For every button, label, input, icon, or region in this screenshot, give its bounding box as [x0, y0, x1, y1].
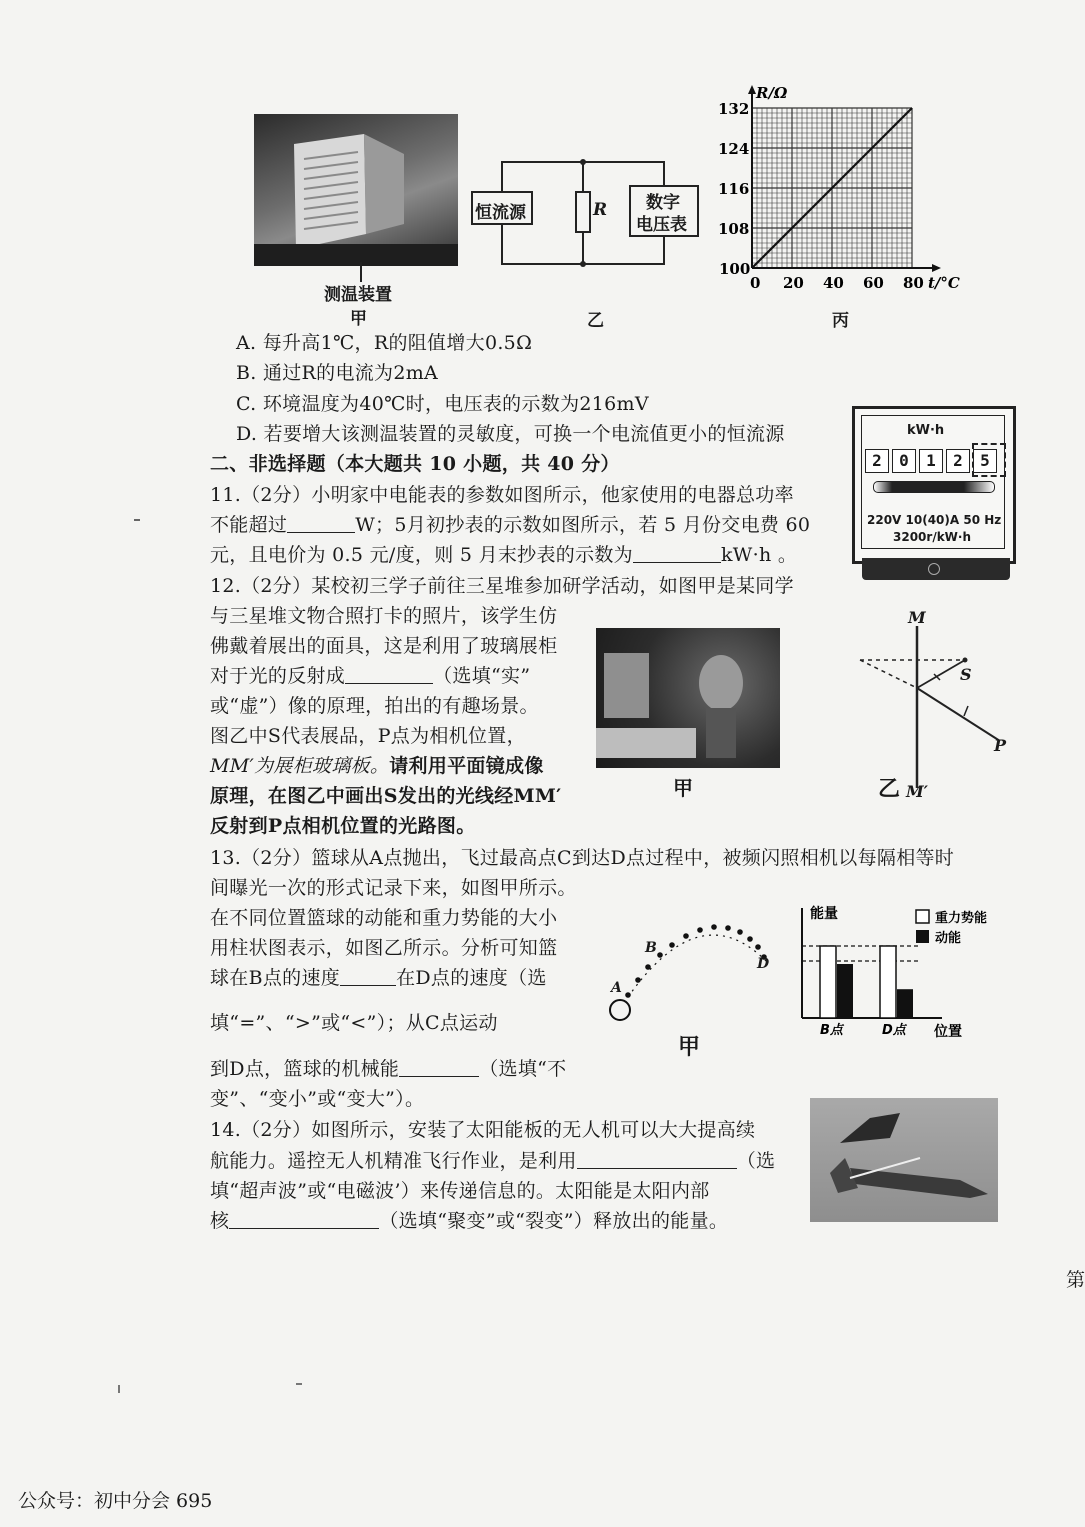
mirror-diagram: [850, 608, 1010, 803]
label-p: P: [994, 736, 1007, 755]
bar-x-label: 位置: [934, 1024, 962, 1040]
legend-ke-label: 动能: [935, 931, 962, 946]
bar-cat-b: B点: [820, 1023, 843, 1038]
meter-digit: 0: [892, 449, 916, 473]
q13-fig-jia: 甲: [678, 1034, 701, 1060]
voltmeter-label-1: 数字: [646, 193, 680, 213]
q12-fig-jia: 甲: [673, 776, 693, 800]
x-axis-label: t/°C: [928, 274, 960, 292]
q13-line8: 变”、“变小”或“变大”）。: [210, 1088, 425, 1110]
q14-line2b: （选: [736, 1150, 776, 1172]
meter-digit: 2: [946, 449, 970, 473]
q12-line4: [210, 661, 530, 691]
ball-position: [755, 944, 761, 950]
y-tick-label: 116: [718, 180, 750, 198]
x-tick-label: 0: [750, 274, 761, 292]
pointer-line: [360, 262, 362, 282]
ball-position: [711, 924, 717, 930]
resistance-temperature-chart: [715, 82, 965, 297]
meter-base: [862, 558, 1010, 580]
ball-a: [610, 1000, 630, 1020]
q13-line1: 13.（2分）篮球从A点抛出，飞过最高点C到达D点过程中，被频闪照相机以每隔相等时: [210, 847, 955, 869]
ball-position: [697, 927, 703, 933]
q14-line4: [210, 1206, 728, 1236]
meter-spec-2: 3200r/kW·h: [893, 530, 972, 544]
meter-spec-1: 220V 10(40)A 50 Hz: [867, 513, 1002, 527]
option-c: C. 环境温度为40℃时，电压表的示数为216mV: [236, 393, 649, 415]
q13-blank-speed[interactable]: [340, 965, 396, 986]
bar-cat-d: D点: [882, 1023, 906, 1038]
ball-position: [683, 933, 689, 939]
meter-unit: kW·h: [907, 423, 945, 438]
option-a: A. 每升高1℃，R的阻值增大0.5Ω: [236, 332, 533, 354]
mask-photo: [596, 628, 780, 768]
ball-position: [737, 929, 743, 935]
x-tick-label: 20: [783, 274, 804, 292]
label-m: M: [908, 608, 926, 627]
q14-line3: 填“超声波”或“电磁波’）来传递信息的。太阳能是太阳内部: [210, 1180, 710, 1202]
drone-photo: [810, 1098, 998, 1222]
mask-photo-drawing: [596, 628, 780, 768]
q14-line2a: 航能力。遥控无人机精准飞行作业，是利用: [210, 1150, 577, 1172]
y-tick-label: 108: [718, 220, 750, 238]
meter-digit: 5: [973, 449, 997, 473]
bar-potential-energy: [880, 946, 896, 1018]
resistor-label: R: [593, 200, 608, 220]
q12-line4b: （选填“实”: [433, 665, 531, 687]
drone-drawing: [810, 1098, 998, 1222]
jia-caption: 甲: [350, 309, 367, 329]
bar-potential-energy: [820, 946, 836, 1018]
thermometer-photo: [254, 114, 458, 266]
q13-line5a: 球在B点的速度: [210, 967, 341, 989]
y-axis-label: R/Ω: [756, 84, 788, 102]
ball-position: [625, 992, 631, 998]
meter-dashed-box: [972, 443, 1006, 477]
q13-line7a: 到D点，篮球的机械能: [210, 1058, 400, 1080]
q12-line8: 原理，在图乙中画出S发出的光线经MM′: [210, 785, 562, 807]
q14-line4b: （选填“聚变”或“裂变”）释放出的能量。: [379, 1210, 729, 1232]
electric-meter: [852, 406, 1016, 564]
footer-text: 公众号：初中分会 695: [18, 1490, 213, 1512]
q14-blank-fusion[interactable]: [229, 1208, 379, 1229]
q12-line7b: 请利用平面镜成像: [389, 755, 544, 777]
thermometer-box-drawing: [254, 114, 458, 266]
q11-blank-power[interactable]: [287, 512, 355, 533]
ball-position: [725, 925, 731, 931]
q12-line7a: MM′为展柜玻璃板。: [210, 755, 390, 777]
q12-fig-yi: 乙: [878, 776, 901, 802]
q12-line2: 与三星堆文物合照打卡的照片，该学生仿: [210, 605, 558, 627]
scan-mark-2: [118, 1385, 120, 1393]
ball-position: [657, 952, 663, 958]
q13-line7: [210, 1054, 566, 1084]
q12-blank-image[interactable]: [345, 663, 433, 684]
legend-pe-label: 重力势能: [935, 911, 988, 926]
q13-line3: 在不同位置篮球的动能和重力势能的大小: [210, 907, 558, 929]
q13-line2: 间曝光一次的形式记录下来，如图甲所示。: [210, 877, 577, 899]
meter-digit: 2: [865, 449, 889, 473]
ball-position: [645, 964, 651, 970]
page-edge-char: 第: [1066, 1269, 1085, 1291]
y-tick-label: 132: [718, 100, 750, 118]
q13-line4: 用柱状图表示，如图乙所示。分析可知篮: [210, 937, 558, 959]
bing-caption: 丙: [832, 311, 849, 331]
q14-line2: [210, 1146, 775, 1176]
meter-digit: 1: [919, 449, 943, 473]
q14-line4a: 核: [210, 1210, 230, 1232]
y-axis-arrow: [748, 85, 756, 94]
bar-y-label: 能量: [810, 906, 838, 922]
q11-line2: [210, 510, 810, 540]
q12-line7: [210, 751, 544, 781]
voltmeter-label-2: 电压表: [636, 215, 687, 235]
q12-line9: 反射到P点相机位置的光路图。: [210, 815, 476, 837]
q13-line6: 填“=”、“>”或“<”）；从C点运动: [210, 1012, 498, 1034]
yi-caption: 乙: [587, 311, 604, 331]
current-source-label: 恒流源: [475, 203, 526, 223]
jia-label: 测温装置: [324, 285, 392, 305]
scan-mark-1: [134, 519, 140, 521]
option-b: B. 通过R的电流为2mA: [236, 362, 439, 384]
x-tick-label: 60: [863, 274, 884, 292]
q14-line1: 14.（2分）如图所示，安装了太阳能板的无人机可以大大提高续: [210, 1119, 756, 1141]
label-mp: M′: [906, 782, 928, 801]
q11-line3a: 元，且电价为 0.5 元/度，则 5 月末抄表的示数为: [210, 544, 633, 566]
label-s: S: [960, 665, 972, 684]
y-tick-label: 124: [718, 140, 750, 158]
basketball-path-diagram: [600, 905, 780, 1030]
q12-line1: 12.（2分）某校初三学子前往三星堆参加研学活动，如图甲是某同学: [210, 575, 794, 597]
bar-kinetic-energy: [897, 989, 913, 1018]
option-d: D. 若要增大该测温装置的灵敏度，可换一个电流值更小的恒流源: [236, 423, 785, 445]
scan-mark-3: [296, 1383, 302, 1385]
q13-blank-energy[interactable]: [399, 1056, 479, 1077]
q14-blank-wave[interactable]: [577, 1148, 737, 1169]
q12-line5: 或“虚”）像的原理，拍出的有趣场景。: [210, 695, 539, 717]
label-d: D: [757, 956, 770, 972]
q12-line6: 图乙中S代表展品，P点为相机位置，: [210, 725, 526, 747]
ball-position: [747, 936, 753, 942]
q13-line5b: 在D点的速度（选: [396, 967, 547, 989]
y-tick-label: 100: [719, 260, 751, 278]
q11-blank-reading[interactable]: [633, 542, 721, 563]
x-tick-label: 40: [823, 274, 844, 292]
label-b: B: [645, 940, 657, 956]
x-axis-arrow: [932, 264, 941, 272]
label-a: A: [611, 980, 622, 996]
legend-ke-swatch: [916, 930, 929, 943]
q12-line4a: 对于光的反射成: [210, 665, 346, 687]
q11-line3: [210, 540, 797, 570]
section-title: 二、非选择题（本大题共 10 小题，共 40 分）: [210, 453, 620, 475]
ball-position: [669, 942, 675, 948]
bar-kinetic-energy: [837, 964, 853, 1018]
q11-line2a: 不能超过: [210, 514, 288, 536]
q12-line3: 佛戴着展出的面具，这是利用了玻璃展柜: [210, 635, 558, 657]
meter-base-knob: [928, 563, 940, 575]
ball-position: [635, 977, 641, 983]
meter-rotor-bar: [873, 481, 995, 493]
energy-bar-chart: [780, 900, 1010, 1050]
q11-line3b: kW·h 。: [720, 544, 798, 566]
q11-line1: 11.（2分）小明家中电能表的参数如图所示，他家使用的电器总功率: [210, 484, 794, 506]
legend-pe-swatch: [916, 910, 929, 923]
x-tick-label: 80: [903, 274, 924, 292]
q13-line5: [210, 963, 547, 993]
q11-line2b: W；5月初抄表的示数如图所示，若 5 月份交电费 60: [355, 514, 811, 536]
q13-line7b: （选填“不: [479, 1058, 567, 1080]
